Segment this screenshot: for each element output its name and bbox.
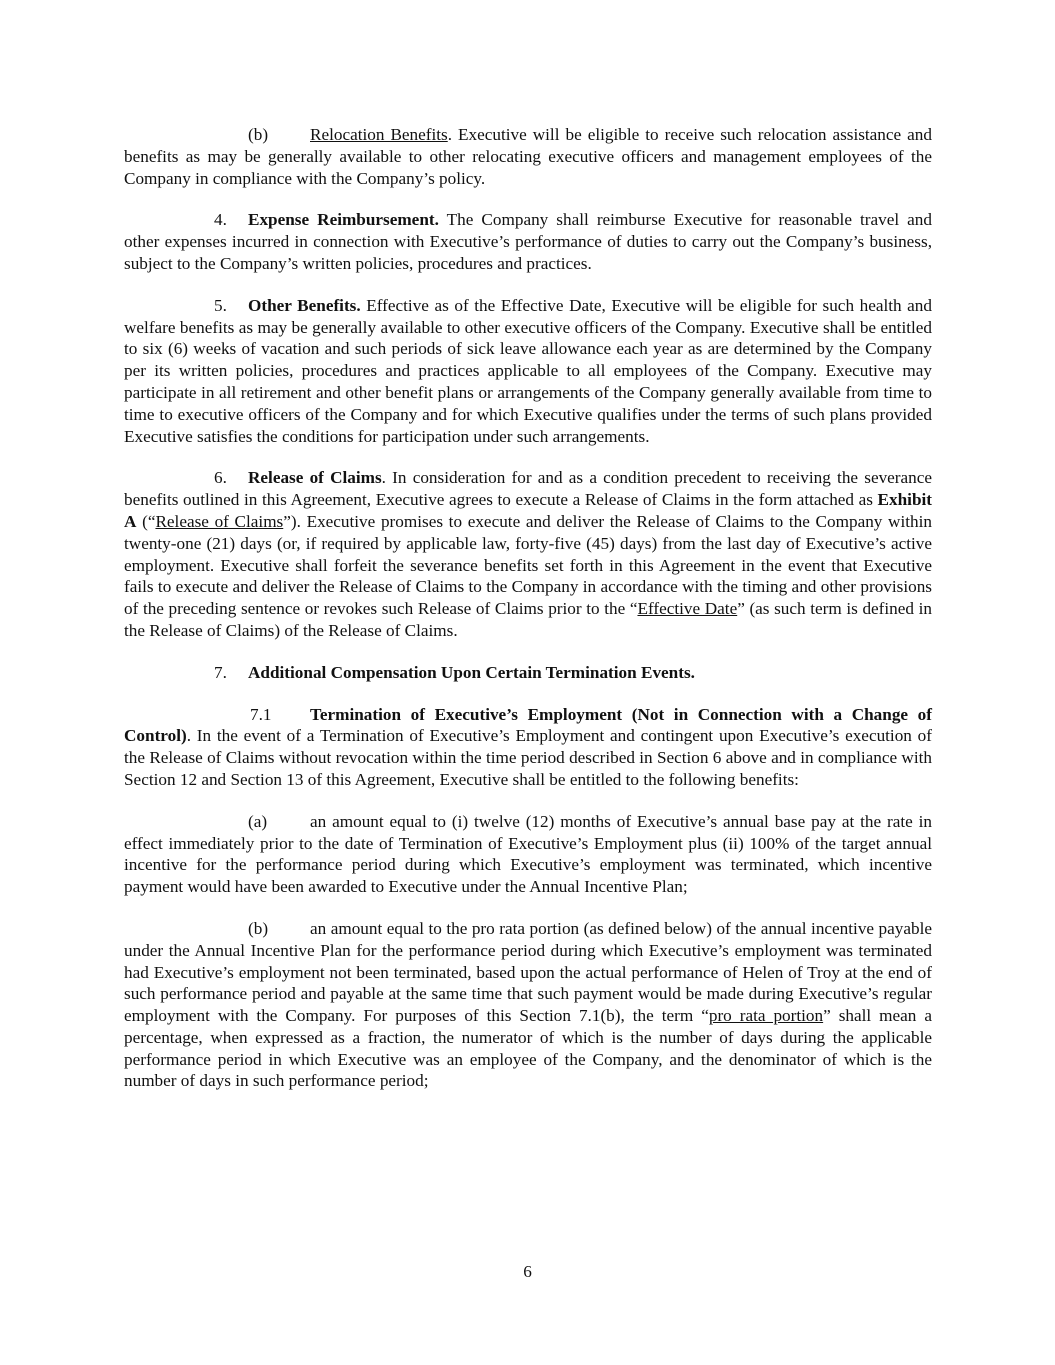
paragraph-text: . In consideration for and as a condition precedent to receiving the severance benefits outlined in this Agreement, Executive agrees to execute a Release of Claims in the form attached as [124, 468, 932, 510]
section-number: 7. [214, 662, 227, 682]
paragraph-7-1a [124, 811, 932, 898]
defined-term: Release of Claims [155, 511, 284, 531]
paragraph-4 [124, 209, 932, 274]
defined-term: Effective Date [637, 599, 738, 619]
paragraph-label: (b) [248, 918, 269, 938]
exhibit-reference: Exhibit A [124, 490, 932, 531]
section-number: 4. [214, 210, 227, 230]
paragraph-text: Effective as of the Effective Date, Executive will be eligible for such health and welfare benefits as may be generally available to other executive officers of the Company. Executive shall be entitled to six (6) weeks of vacation and such periods of sick leave allowance each year as are determined by the Company per its written policies, procedures and practices applicable to all employees of the Company. Executive may participate in all retirement and other benefit plans or arrangements of the Company generally available from time to time to executive officers of the Company and for which Executive qualifies under the terms of such plans provided Executive satisfies the conditions for participation under such arrangements. [124, 295, 932, 446]
paragraph-text: ” (as such term is defined in the Release of Claims) of the Release of Claims. [124, 599, 932, 640]
section-title: Relocation Benefits [310, 125, 448, 144]
paragraph-text: an amount equal to the pro rata portion (as defined below) of the annual incentive payable under the Annual Incentive Plan for the performance period during which Executive’s employment was terminated had Executive’s employment not been terminated, based upon the actual performance of Helen of Troy at the end of such performance period and payable at the same time that such payment would be made during Executive’s regular employment with the Company. For purposes of this Section 7.1(b), the term “ [124, 918, 932, 1026]
paragraph-5 [124, 295, 932, 448]
paragraph-label: (a) [248, 811, 268, 831]
paragraph-7-1 [124, 704, 932, 791]
paragraph-text: (“ [136, 511, 156, 531]
paragraph-7-1b [124, 918, 932, 1092]
section-number: 7.1 [250, 704, 272, 724]
section-number: 6. [214, 468, 227, 488]
paragraph-text: . Executive will be eligible to receive such relocation assistance and benefits as may be generally available to other relocating executive officers and management employees of the Company in compliance with the Company’s policy. [124, 125, 932, 188]
section-title: Other Benefits. [248, 295, 361, 315]
paragraph-text: ” shall mean a percentage, when expressed as a fraction, the numerator of which is the number of days during the applicable performance period in which Executive was an employee of the Company, and the denominator of which is the number of days in such performance period; [124, 1006, 932, 1091]
defined-term: pro rata portion [708, 1006, 824, 1026]
page-number: 6 [523, 1262, 532, 1281]
paragraph-text: ”). Executive promises to execute and deliver the Release of Claims to the Company within twenty-one (21) days (or, if required by applicable law, forty-five (45) days) from the last day of Executive’s active employment. Executive shall forfeit the severance benefits set forth in this Agreement in the event that Executive fails to execute and deliver the Release of Claims to the Company in accordance with the timing and other provisions of the preceding sentence or revokes such Release of Claims prior to the “ [124, 511, 932, 619]
paragraph-text: . In the event of a Termination of Executive’s Employment and contingent upon Executive’s execution of the Release of Claims without revocation within the time period described in Section 6 above and in compliance with Section 12 and Section 13 of this Agreement, Executive shall be entitled to the following benefits: [124, 726, 932, 789]
paragraph-3b [124, 124, 932, 189]
section-title: Termination of Executive’s Employment (Not in Connection with a Change of Control) [124, 704, 932, 746]
paragraph-7 [124, 662, 932, 684]
section-title: Additional Compensation Upon Certain Termination Events. [248, 662, 695, 682]
paragraph-label: (b) [248, 125, 269, 144]
document-page [124, 124, 932, 1112]
section-title: Release of Claims [248, 468, 382, 488]
paragraph-6 [124, 467, 932, 641]
section-title: Expense Reimbursement. [248, 210, 439, 230]
paragraph-text: The Company shall reimburse Executive for reasonable travel and other expenses incurred in connection with Executive’s performance of duties to carry out the Company’s business, subject to the Company’s written policies, procedures and practices. [124, 210, 932, 273]
paragraph-text: an amount equal to (i) twelve (12) months of Executive’s annual base pay at the rate in effect immediately prior to the date of Termination of Executive’s Employment plus (ii) 100% of the target annual incentive for the performance period during which Executive’s employment was terminated, which incentive payment would have been awarded to Executive under the Annual Incentive Plan; [124, 811, 932, 897]
section-number: 5. [214, 295, 227, 315]
